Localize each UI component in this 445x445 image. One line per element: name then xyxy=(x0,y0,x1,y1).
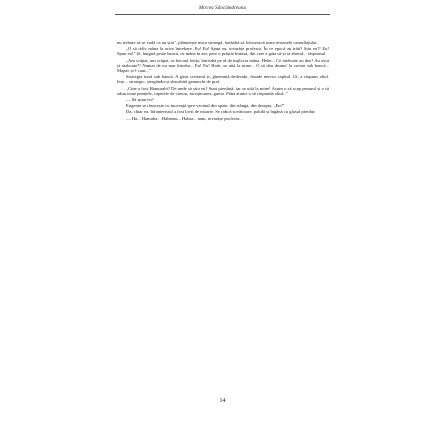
header-rule xyxy=(115,14,330,15)
paragraph: — Să spun eu? xyxy=(126,97,154,103)
paragraph: Strategia intră sub bancă. A găsit creionul și, ghemuită dedesubt, frunde nervos capitul. Uf, a răspuns altul. Ieșe... strategic, ștergându-și absorbită genunchi de praf. xyxy=(117,74,329,85)
page-number: 14 xyxy=(219,398,226,404)
paragraph: „O să ridic mâna la orice întrebare. Eu! Eu! Spun eu, tovarășe profesor. În ce epocă au trăit? Știu eu?! Eu! Spun eu!" Și, lungită peste bancă, cu mâna în aer, pare o prăștie întinsă, din care e gata să-și ia zborul... răspunsul. xyxy=(117,46,329,57)
paragraph: Da, chiar ea. Infanteristul a fost lovit de moarte. Se ridică sovăitoare, palidă și îngână cu glasul pierdut: xyxy=(126,109,316,115)
body-text xyxy=(117,40,329,121)
paragraph: nu trebuie să se vadă ca nu știu", plănuiește mica strategă, hotărâtă să folosească toate resursele camuflajului. xyxy=(117,40,318,45)
running-header: Mircea Săncămdreanu xyxy=(198,6,247,11)
paragraph: — Ha... Hamuba... Habamu... Habar... nam, tovarășe profesor... xyxy=(126,115,243,121)
paragraph: „Cine a fost Hamurabi? De unde să știu eu? Sunt pierdută, iar se uită la mine! Acum o să scap penarul și o să adun toate penițele, capetele de creion, ascuțitoarea, guma. Până atunci o să răspundă altul..." xyxy=(117,85,329,96)
paragraph: „Am scăpat, am scăpat, se bucură fetița, întreabă pe al de mijlocia mâna. Hehe... Ce războaie au dus? Au avut și războaie?! Numai de nu mar întreba... Eu! Eu! Haiti, se uită la mine... O să dau drumu' la creion sub bancă... Mapăc și-l caut..." xyxy=(117,57,329,74)
paragraph: Eugenia se răsucește cu inocență spre vecinul din spate, din stânga, din dreapta. „Eu?" xyxy=(126,103,285,109)
